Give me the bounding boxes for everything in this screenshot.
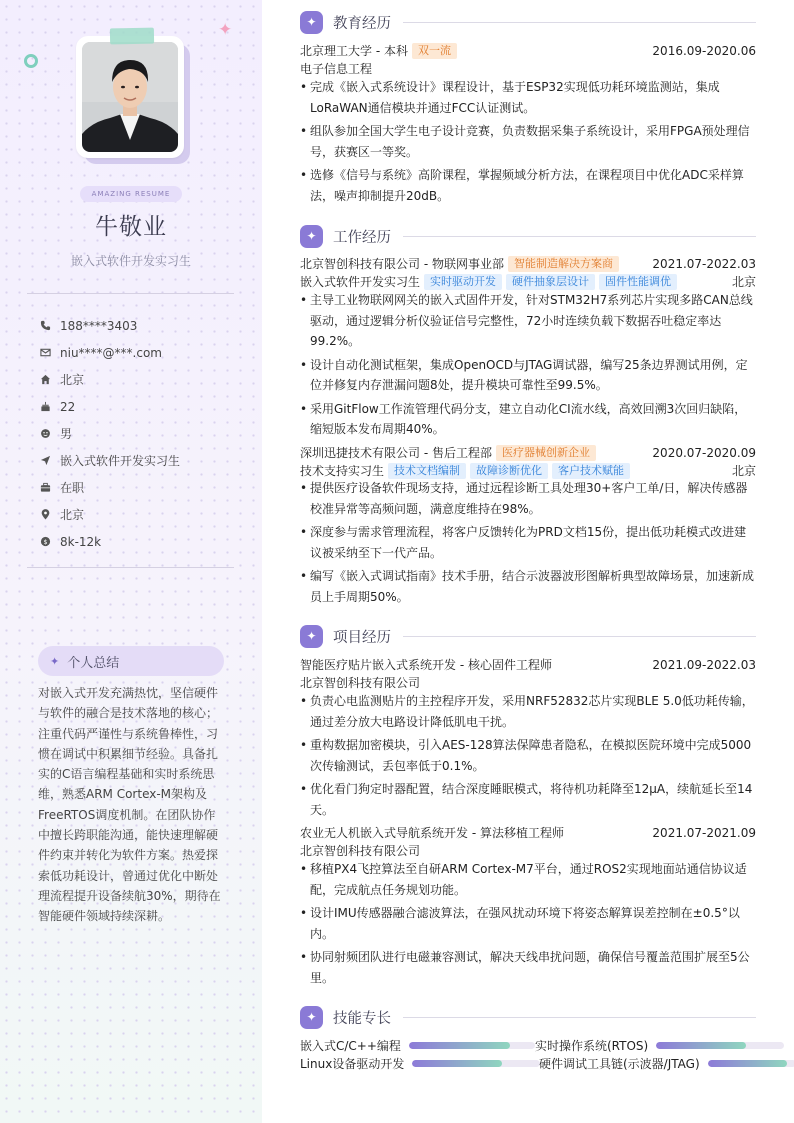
company-tag: 智能制造解决方案商 [508, 256, 619, 272]
job-bullets [300, 478, 756, 610]
skill-item [300, 1055, 540, 1072]
skill-item [535, 1037, 784, 1054]
section-divider [403, 22, 756, 23]
tape-decoration [110, 28, 154, 45]
magic-wand-icon: ✦ [300, 1006, 323, 1029]
job-bullets [300, 290, 756, 443]
skill-item [300, 1037, 535, 1054]
skill-tag: 实时驱动开发 [424, 274, 502, 290]
work-section-header [300, 224, 756, 248]
skill-tag: 技术文档编制 [388, 463, 466, 479]
skill-level-bar [656, 1042, 784, 1049]
skill-tag: 故障诊断优化 [470, 463, 548, 479]
info-location: 北京 [40, 501, 180, 528]
salary-icon [40, 536, 60, 547]
projects-section-header [300, 624, 756, 648]
section-title: 工作经历 [333, 229, 391, 246]
skill-item [539, 1055, 794, 1072]
location-pin-icon [40, 509, 60, 520]
project-name: 智能医疗贴片嵌入式系统开发 - 核心固件工程师 [300, 658, 552, 672]
divider [27, 567, 234, 568]
education-major: 电子信息工程 [300, 62, 373, 76]
candidate-name: 牛敬业 [95, 214, 167, 240]
project-bullets [300, 859, 756, 991]
school-name: 北京理工大学 - 本科 [300, 44, 408, 58]
info-status: 在职 [40, 474, 180, 501]
skills-section-header [300, 1005, 756, 1029]
send-icon [40, 455, 60, 466]
info-salary: $ 8k-12k [40, 528, 180, 555]
section-title: 技能专长 [333, 1010, 391, 1027]
list-item: • 选修《信号与系统》高阶课程，掌握频域分析方法，在课程项目中优化ADC采样算法，噪声抑制提升20dB。 [300, 165, 756, 206]
skill-tag: 客户技术赋能 [552, 463, 630, 479]
magic-wand-icon: ✦ [300, 11, 323, 34]
skill-name: 实时操作系统(RTOS) [535, 1039, 649, 1053]
list-item: • 主导工业物联网网关的嵌入式固件开发，针对STM32H7系列芯片实现多路CAN总线驱动，通过逻辑分析仪验证信号完整性，72小时连续负载下数据吞吐稳定率达99.2%。 [300, 290, 756, 352]
list-item: • 提供医疗设备软件现场支持，通过远程诊断工具处理30+客户工单/日，解决传感器校准异常等高频问题，满意度维持在98%。 [300, 478, 756, 519]
cake-icon [40, 401, 60, 412]
job-position-row [300, 273, 756, 290]
list-item: • 负责心电监测贴片的主控程序开发，采用NRF52832芯片实现BLE 5.0低功耗传输，通过差分放大电路设计降低肌电干扰。 [300, 691, 756, 732]
list-item: • 编写《嵌入式调试指南》技术手册，结合示波器波形图解析典型故障场景，加速新成员上手周期50%。 [300, 566, 756, 607]
project-period: 2021.07-2021.09 [652, 825, 756, 840]
home-icon [40, 374, 60, 385]
resume-tagline: AMAZING RESUME [80, 186, 182, 202]
skill-tag: 固件性能调优 [599, 274, 677, 290]
company-name: 深圳迅捷技术有限公司 - 售后工程部 [300, 446, 492, 460]
project-bullets [300, 691, 756, 823]
list-item: • 设计自动化测试框架，集成OpenOCD与JTAG调试器，编写25条边界测试用例，定位并修复内存泄漏问题8处，提升模块可靠性至99.5%。 [300, 355, 756, 396]
section-divider [403, 636, 756, 637]
education-row [300, 42, 756, 59]
skill-level-bar [412, 1060, 540, 1067]
list-item: • 优化看门狗定时器配置，结合深度睡眠模式，将待机功耗降至12μA，续航延长至14天。 [300, 779, 756, 820]
education-section-header [300, 10, 756, 34]
avatar [76, 36, 190, 162]
skill-level-bar [708, 1060, 794, 1067]
sparkle-icon: ✦ [50, 654, 60, 668]
job-header-row [300, 444, 756, 461]
summary-heading: ✦ 个人总结 [38, 646, 224, 676]
job-position: 嵌入式软件开发实习生 [300, 275, 421, 289]
magic-wand-icon: ✦ [300, 225, 323, 248]
magic-wand-icon: ✦ [300, 625, 323, 648]
project-header-row [300, 824, 756, 841]
sidebar [0, 0, 262, 1123]
candidate-role: 嵌入式软件开发实习生 [70, 254, 191, 268]
list-item: • 重构数据加密模块，引入AES-128算法保障患者隐私，在模拟医院环境中完成5000次传输测试，丢包率低于0.1%。 [300, 735, 756, 776]
skill-level-bar [409, 1042, 535, 1049]
company-name: 北京智创科技有限公司 - 物联网事业部 [300, 257, 504, 271]
skill-name: 硬件调试工具链(示波器/JTAG) [539, 1057, 700, 1071]
skill-name: Linux设备驱动开发 [300, 1057, 405, 1071]
skill-tag: 硬件抽象层设计 [506, 274, 595, 290]
section-divider [403, 236, 756, 237]
list-item: • 完成《嵌入式系统设计》课程设计，基于ESP32实现低功耗环境监测站，集成LoRaWAN通信模块并通过FCC认证测试。 [300, 77, 756, 118]
sparkle-icon: ✦ [218, 20, 233, 40]
project-company: 北京智创科技有限公司 [300, 676, 421, 690]
list-item: • 组队参加全国大学生电子设计竞赛，负责数据采集子系统设计，采用FPGA预处理信号，获赛区一等奖。 [300, 121, 756, 162]
project-name: 农业无人机嵌入式导航系统开发 - 算法移植工程师 [300, 826, 564, 840]
education-major-row [300, 60, 756, 77]
ring-decoration [24, 54, 38, 68]
section-title: 教育经历 [333, 15, 391, 32]
summary-text: 对嵌入式开发充满热忱，坚信硬件与软件的融合是技术落地的核心；注重代码严谨性与系统鲁棒性，习惯在调试中积累细节经验。具备扎实的C语言编程基础和实时系统思维，熟悉ARM Cortex-M架构及FreeRTOS调度机制。在团队协作中擅长跨职能沟通，能快速理解硬件约束并转化为软件方案。热爱探索低功耗设计，曾通过优化中断处理流程提升设备续航30%，期待在智能硬件领域持续深耕。 [38, 686, 221, 924]
info-phone: 188****3403 [40, 312, 180, 339]
job-city: 北京 [731, 464, 756, 478]
job-header-row [300, 255, 756, 272]
info-home: 北京 [40, 366, 180, 393]
divider [27, 293, 234, 294]
phone-icon [40, 320, 60, 331]
project-header-row [300, 656, 756, 673]
list-item: • 设计IMU传感器融合滤波算法，在强风扰动环境下将姿态解算误差控制在±0.5°以内。 [300, 903, 756, 944]
education-bullets [300, 77, 756, 209]
contact-info-list [40, 312, 180, 555]
job-period: 2021.07-2022.03 [652, 256, 756, 271]
company-tag: 医疗器械创新企业 [496, 445, 596, 461]
project-company-row [300, 842, 756, 859]
project-company-row [300, 674, 756, 691]
info-age: 22 [40, 393, 180, 420]
info-email: niu****@***.com [40, 339, 180, 366]
section-title: 项目经历 [333, 629, 391, 646]
school-tag: 双一流 [412, 43, 457, 59]
project-company: 北京智创科技有限公司 [300, 844, 421, 858]
project-period: 2021.09-2022.03 [652, 657, 756, 672]
list-item: • 深度参与需求管理流程，将客户反馈转化为PRD文档15份，提出低功耗模式改进建议被采纳至下一代产品。 [300, 522, 756, 563]
list-item: • 协同射频团队进行电磁兼容测试，解决天线串扰问题，确保信号覆盖范围扩展至5公里。 [300, 947, 756, 988]
job-position-row [300, 462, 756, 479]
skill-name: 嵌入式C/C++编程 [300, 1039, 401, 1053]
briefcase-icon [40, 482, 60, 493]
list-item: • 移植PX4飞控算法至自研ARM Cortex-M7平台，通过ROS2实现地面站通信协议适配，完成航点任务规划功能。 [300, 859, 756, 900]
info-target-role: 嵌入式软件开发实习生 [40, 447, 180, 474]
svg-text:$: $ [43, 537, 48, 546]
job-position: 技术支持实习生 [300, 464, 385, 478]
avatar-photo [82, 42, 178, 152]
job-period: 2020.07-2020.09 [652, 445, 756, 460]
job-city: 北京 [731, 275, 756, 289]
education-period: 2016.09-2020.06 [652, 43, 756, 58]
section-divider [403, 1017, 756, 1018]
info-gender: 男 [40, 420, 180, 447]
gender-icon [40, 428, 60, 439]
mail-icon [40, 347, 60, 358]
list-item: • 采用GitFlow工作流管理代码分支，建立自动化CI流水线，高效回溯3次回归缺陷，缩短版本发布周期40%。 [300, 399, 756, 440]
